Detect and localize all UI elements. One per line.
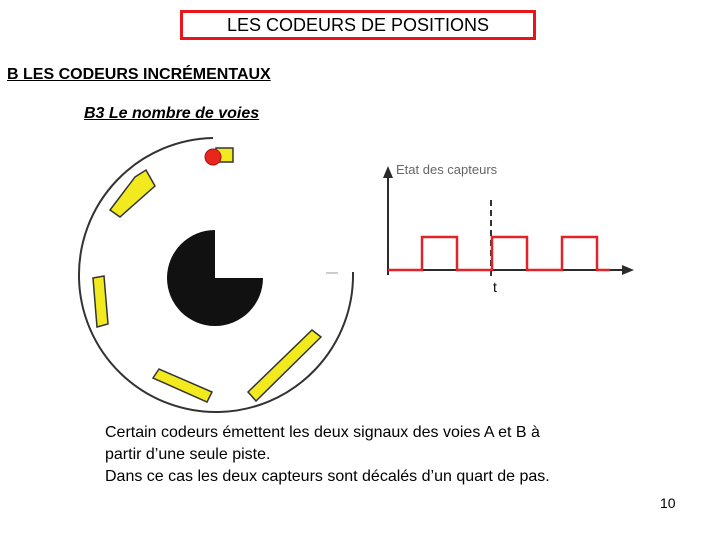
body-line-2: partir d’une seule piste.: [105, 446, 271, 463]
sensor-dot: [205, 149, 221, 165]
track-slot-lower-right: [248, 330, 321, 401]
track-slot-upper-left: [110, 170, 155, 217]
hub-sector: [167, 230, 263, 326]
square-wave-signal: [388, 237, 610, 270]
body-line-3: Dans ce cas les deux capteurs sont décalés d’un quart de pas.: [105, 468, 550, 485]
encoder-disc-outline: [79, 138, 353, 412]
graph-y-label: Etat des capteurs: [396, 162, 498, 177]
slide-title: LES CODEURS DE POSITIONS: [226, 14, 490, 35]
y-axis-arrow: [383, 166, 393, 178]
graph-x-label: t: [493, 279, 497, 295]
body-line-1: Certain codeurs émettent les deux signaux des voies A et B à: [105, 424, 540, 441]
track-slot-bottom: [153, 369, 212, 402]
section-heading: B LES CODEURS INCRÉMENTAUX: [7, 66, 271, 83]
body-text: [105, 422, 645, 488]
track-slot-left: [93, 276, 108, 327]
page-number: 10: [660, 495, 676, 511]
x-axis-arrow: [622, 265, 634, 275]
subsection-heading: B3 Le nombre de voies: [84, 105, 260, 122]
